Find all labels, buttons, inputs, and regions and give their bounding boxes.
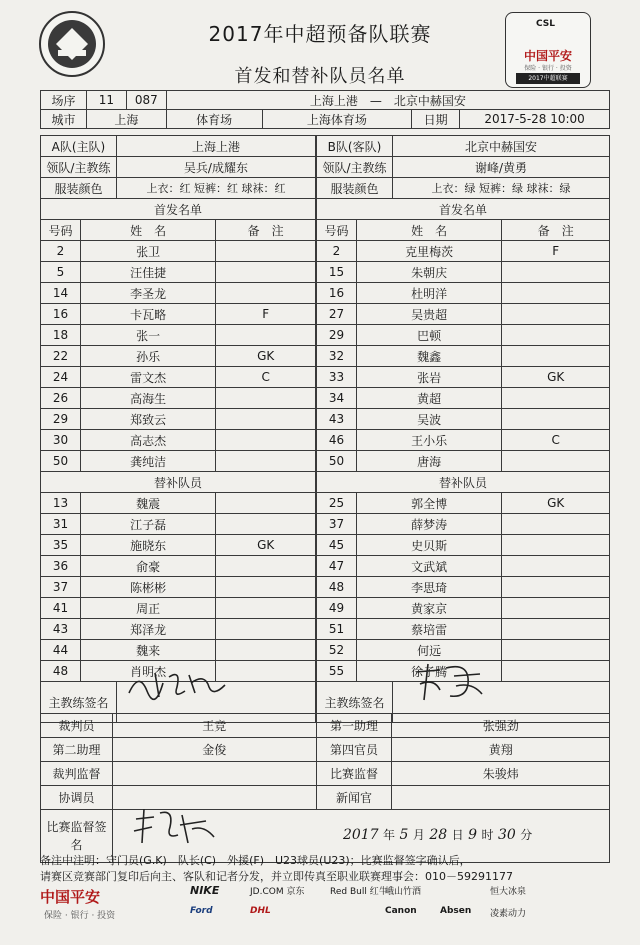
player-row	[317, 325, 610, 346]
team-a-player-name: 魏来	[80, 640, 215, 661]
sponsor-redbull: Red Bull 红牛	[330, 887, 388, 897]
team-b-player-note	[502, 325, 610, 346]
sign-year: 2017	[342, 827, 379, 843]
team-a-player-name: 李圣龙	[80, 283, 215, 304]
player-row	[317, 640, 610, 661]
team-b-player-name: 蔡培雷	[356, 619, 501, 640]
team-b-player-name: 黄超	[356, 388, 501, 409]
team-a-player-note	[216, 430, 316, 451]
team-b-kit: 上衣：绿 短裤：绿 球袜：绿	[392, 178, 609, 199]
team-a-player-number: 16	[41, 304, 81, 325]
player-row	[41, 409, 316, 430]
team-a-player-note	[216, 598, 316, 619]
team-a-player-number: 5	[41, 262, 81, 283]
team-a-player-note	[216, 514, 316, 535]
player-row	[317, 409, 610, 430]
team-a-player-note	[216, 493, 316, 514]
player-row	[41, 241, 316, 262]
team-b-side-label: B队(客队)	[317, 136, 393, 157]
player-row	[41, 367, 316, 388]
press-officer-value	[392, 786, 610, 810]
team-a-player-number: 41	[41, 598, 81, 619]
team-b-player-number: 29	[317, 325, 357, 346]
venue-value: 上海体育场	[262, 110, 412, 129]
csl-logo	[505, 12, 591, 88]
team-b-player-note	[502, 514, 610, 535]
team-b-player-name: 杜明洋	[356, 283, 501, 304]
page-title: 2017年中超预备队联赛	[208, 22, 432, 46]
team-a-col-no: 号码	[41, 220, 81, 241]
player-row	[41, 388, 316, 409]
sponsor-pingan-tagline: 保险 · 银行 · 投资	[44, 911, 116, 921]
team-a-player-number: 31	[41, 514, 81, 535]
team-a-player-number: 29	[41, 409, 81, 430]
team-a-player-name: 高志杰	[80, 430, 215, 451]
team-b-player-name: 吴贵超	[356, 304, 501, 325]
team-b-player-number: 16	[317, 283, 357, 304]
team-a-player-note	[216, 577, 316, 598]
team-b-player-number: 52	[317, 640, 357, 661]
player-row	[41, 430, 316, 451]
referee-label: 裁判员	[41, 714, 113, 738]
team-a-player-name: 龚纯洁	[80, 451, 215, 472]
team-a-leaders: 吴兵/成耀东	[116, 157, 315, 178]
player-row	[41, 535, 316, 556]
player-row	[317, 283, 610, 304]
team-a-player-note	[216, 388, 316, 409]
sponsor-pingan: 中国平安	[40, 888, 101, 906]
team-a-side-label: A队(主队)	[41, 136, 117, 157]
team-a-player-note	[216, 262, 316, 283]
team-b-player-number: 34	[317, 388, 357, 409]
team-b-player-name: 郭全博	[356, 493, 501, 514]
round-value: 11	[86, 91, 126, 110]
team-b-player-name: 吴波	[356, 409, 501, 430]
team-a-player-number: 13	[41, 493, 81, 514]
team-b-player-number: 33	[317, 367, 357, 388]
team-a-player-note	[216, 619, 316, 640]
team-b-player-number: 47	[317, 556, 357, 577]
team-a-player-name: 郑泽龙	[80, 619, 215, 640]
team-b-player-note	[502, 556, 610, 577]
fourth-official-label: 第四官员	[316, 738, 392, 762]
sponsor-bar	[40, 880, 600, 930]
team-b-player-note	[502, 346, 610, 367]
team-a-subs-header: 替补队员	[41, 472, 316, 493]
sponsor-lingsu: 凌素动力	[490, 909, 527, 919]
page-subtitle: 首发和替补队员名单	[234, 66, 406, 87]
team-a-name: 上海上港	[116, 136, 315, 157]
team-a-player-note	[216, 283, 316, 304]
player-row	[317, 388, 610, 409]
supervisor-sign-label: 比赛监督签名	[41, 810, 113, 863]
team-b-player-name: 薛梦涛	[356, 514, 501, 535]
team-b-player-note	[502, 577, 610, 598]
ar1-label: 第一助理	[316, 714, 392, 738]
team-b-player-note	[502, 598, 610, 619]
team-b-player-note	[502, 535, 610, 556]
team-a-player-name: 郑致云	[80, 409, 215, 430]
csl-tagline: 保险 · 银行 · 投资	[524, 65, 572, 72]
sign-minute: 30	[497, 827, 516, 843]
sign-hour-unit: 时	[481, 828, 494, 842]
team-b-player-number: 48	[317, 577, 357, 598]
sponsor-ford: Ford	[190, 906, 213, 916]
sponsor-jd: JD.COM 京东	[250, 887, 305, 897]
team-b-player-number: 55	[317, 661, 357, 682]
player-row	[317, 514, 610, 535]
team-a-player-number: 14	[41, 283, 81, 304]
team-b-coach-sign-label: 主教练签名	[317, 682, 393, 723]
player-row	[41, 304, 316, 325]
player-row	[317, 451, 610, 472]
team-b-table	[316, 135, 610, 723]
team-a-player-number: 18	[41, 325, 81, 346]
team-a-coach-sign-label: 主教练签名	[41, 682, 117, 723]
match-supervisor-label: 比赛监督	[316, 762, 392, 786]
team-b-player-note	[502, 619, 610, 640]
team-a-player-number: 24	[41, 367, 81, 388]
team-a-player-note	[216, 325, 316, 346]
team-b-player-note	[502, 451, 610, 472]
team-a-player-name: 肖明杰	[80, 661, 215, 682]
team-a-coach-signature	[125, 663, 235, 703]
team-a-col-name: 姓 名	[80, 220, 215, 241]
team-a-player-name: 高海生	[80, 388, 215, 409]
match-number: 087	[126, 91, 166, 110]
player-row	[317, 346, 610, 367]
team-b-player-note: C	[502, 430, 610, 451]
player-row	[41, 346, 316, 367]
team-a-player-number: 26	[41, 388, 81, 409]
team-a-player-note: GK	[216, 346, 316, 367]
team-a-player-note: GK	[216, 535, 316, 556]
sign-day: 28	[429, 827, 448, 843]
player-row	[317, 241, 610, 262]
coordinator-label: 协调员	[41, 786, 113, 810]
sign-year-unit: 年	[383, 828, 396, 842]
team-a-player-number: 30	[41, 430, 81, 451]
team-a-player-name: 俞豪	[80, 556, 215, 577]
player-row	[41, 451, 316, 472]
supervisor-signature	[130, 805, 220, 849]
team-b-player-number: 51	[317, 619, 357, 640]
team-b-player-note	[502, 640, 610, 661]
team-b-leader-label: 领队/主教练	[317, 157, 393, 178]
team-b-name: 北京中赫国安	[392, 136, 609, 157]
team-b-player-number: 2	[317, 241, 357, 262]
sponsor-evergrande: 恒大冰泉	[490, 887, 527, 897]
sponsor-dhl: DHL	[250, 906, 271, 916]
player-row	[41, 556, 316, 577]
player-row	[317, 577, 610, 598]
team-a-player-note	[216, 409, 316, 430]
player-row	[317, 304, 610, 325]
round-label: 场序	[41, 91, 87, 110]
player-row	[41, 640, 316, 661]
date-label: 日期	[412, 110, 460, 129]
date-value: 2017-5-28 10:00	[460, 110, 610, 129]
team-a-col-note: 备 注	[216, 220, 316, 241]
team-b-player-number: 43	[317, 409, 357, 430]
player-row	[41, 619, 316, 640]
sponsor-nike: NIKE	[190, 884, 220, 897]
team-b-player-note	[502, 661, 610, 682]
csl-brand: 中国平安	[523, 49, 572, 63]
sponsor-canon: Canon	[385, 906, 417, 916]
press-officer-label: 新闻官	[316, 786, 392, 810]
team-a-player-number: 36	[41, 556, 81, 577]
match-info-table	[40, 90, 610, 129]
ar1-value: 张强劲	[392, 714, 610, 738]
team-b-player-name: 李思琦	[356, 577, 501, 598]
team-a-player-number: 44	[41, 640, 81, 661]
team-b-player-name: 魏鑫	[356, 346, 501, 367]
team-b-player-note	[502, 283, 610, 304]
player-row	[41, 262, 316, 283]
team-b-col-note: 备 注	[502, 220, 610, 241]
team-b-player-number: 46	[317, 430, 357, 451]
player-row	[41, 514, 316, 535]
team-b-player-number: 50	[317, 451, 357, 472]
team-b-player-number: 27	[317, 304, 357, 325]
team-a-player-note: C	[216, 367, 316, 388]
team-a-player-name: 魏震	[80, 493, 215, 514]
team-a-player-note	[216, 241, 316, 262]
player-row	[41, 283, 316, 304]
team-a-player-number: 2	[41, 241, 81, 262]
team-a-player-name: 汪佳捷	[80, 262, 215, 283]
city-label: 城市	[41, 110, 87, 129]
team-a-player-note	[216, 640, 316, 661]
team-b-player-name: 朱朝庆	[356, 262, 501, 283]
team-a-leader-label: 领队/主教练	[41, 157, 117, 178]
team-a-table	[40, 135, 316, 723]
team-a-starters-header: 首发名单	[41, 199, 316, 220]
referee-supervisor-label: 裁判监督	[41, 762, 113, 786]
player-row	[317, 619, 610, 640]
sign-hour: 9	[468, 827, 478, 843]
team-a-kit: 上衣：红 短裤：红 球袜：红	[116, 178, 315, 199]
team-a-player-name: 卡瓦略	[80, 304, 215, 325]
team-a-player-name: 陈彬彬	[80, 577, 215, 598]
team-b-player-note: F	[502, 241, 610, 262]
team-b-col-name: 姓 名	[356, 220, 501, 241]
sign-month-unit: 月	[412, 828, 425, 842]
csl-league: 2017中超联赛	[516, 73, 580, 84]
team-a-player-number: 35	[41, 535, 81, 556]
notes-line-1: 备注中注明：守门员(G.K) 队长(C) 外援(F) U23球员(U23)；比赛监督签字确认后，	[40, 854, 471, 867]
team-a-player-name: 周正	[80, 598, 215, 619]
officials-table	[40, 713, 610, 863]
referee-supervisor-value	[112, 762, 316, 786]
ar2-value: 金俊	[112, 738, 316, 762]
team-b-player-number: 32	[317, 346, 357, 367]
player-row	[317, 262, 610, 283]
player-row	[317, 367, 610, 388]
team-b-player-note	[502, 409, 610, 430]
ar2-label: 第二助理	[41, 738, 113, 762]
team-b-starters-header: 首发名单	[317, 199, 610, 220]
team-a-player-note: F	[216, 304, 316, 325]
sign-day-unit: 日	[451, 828, 464, 842]
team-b-subs-header: 替补队员	[317, 472, 610, 493]
team-b-kit-label: 服装颜色	[317, 178, 393, 199]
team-b-leaders: 谢峰/黄勇	[392, 157, 609, 178]
team-b-player-name: 克里梅茨	[356, 241, 501, 262]
team-a-player-note	[216, 451, 316, 472]
team-a-player-number: 48	[41, 661, 81, 682]
fourth-official-value: 黄翔	[392, 738, 610, 762]
player-row	[317, 493, 610, 514]
team-b-player-number: 49	[317, 598, 357, 619]
team-b-coach-signature	[410, 660, 490, 704]
player-row	[317, 535, 610, 556]
team-a-player-number: 22	[41, 346, 81, 367]
csl-mark: CSL	[536, 19, 555, 29]
team-a-player-number: 43	[41, 619, 81, 640]
team-b-player-name: 王小乐	[356, 430, 501, 451]
team-b-player-name: 徐子腾	[356, 661, 501, 682]
notes-line-2: 请赛区竞赛部门复印后向主、客队和记者分发，并立即传真至职业联赛理事会：010－59291177	[40, 870, 513, 883]
match-teams: 上海上港 — 北京中赫国安	[166, 91, 609, 110]
team-a-player-name: 孙乐	[80, 346, 215, 367]
team-a-player-note	[216, 556, 316, 577]
team-a-player-number: 37	[41, 577, 81, 598]
player-row	[41, 577, 316, 598]
player-row	[317, 430, 610, 451]
team-a-player-name: 施晓东	[80, 535, 215, 556]
player-row	[41, 493, 316, 514]
sign-minute-unit: 分	[520, 828, 533, 842]
team-b-player-number: 37	[317, 514, 357, 535]
team-b-col-no: 号码	[317, 220, 357, 241]
team-b-player-number: 45	[317, 535, 357, 556]
team-b-player-name: 史贝斯	[356, 535, 501, 556]
sponsor-emei: 峨山竹酒	[385, 887, 422, 897]
team-b-player-name: 唐海	[356, 451, 501, 472]
player-row	[41, 598, 316, 619]
sponsor-absen: Absen	[440, 906, 472, 916]
referee-value: 王竞	[112, 714, 316, 738]
player-row	[41, 325, 316, 346]
team-b-player-number: 15	[317, 262, 357, 283]
venue-label: 体育场	[166, 110, 262, 129]
team-a-player-name: 张卫	[80, 241, 215, 262]
team-b-player-note	[502, 304, 610, 325]
team-a-kit-label: 服装颜色	[41, 178, 117, 199]
supervisor-sign-date	[343, 826, 532, 843]
team-b-player-name: 张岩	[356, 367, 501, 388]
team-a-player-number: 50	[41, 451, 81, 472]
player-row	[317, 556, 610, 577]
team-a-player-name: 江子磊	[80, 514, 215, 535]
team-b-player-name: 巴顿	[356, 325, 501, 346]
team-b-player-note	[502, 262, 610, 283]
team-b-player-note: GK	[502, 493, 610, 514]
city-value: 上海	[86, 110, 166, 129]
player-row	[317, 598, 610, 619]
team-a-player-name: 雷文杰	[80, 367, 215, 388]
team-b-player-name: 文武斌	[356, 556, 501, 577]
match-supervisor-value: 朱骏炜	[392, 762, 610, 786]
team-b-player-note	[502, 388, 610, 409]
team-b-player-note: GK	[502, 367, 610, 388]
team-b-player-number: 25	[317, 493, 357, 514]
sign-month: 5	[399, 827, 409, 843]
team-b-player-name: 何远	[356, 640, 501, 661]
team-a-player-name: 张一	[80, 325, 215, 346]
team-b-player-name: 黄家京	[356, 598, 501, 619]
